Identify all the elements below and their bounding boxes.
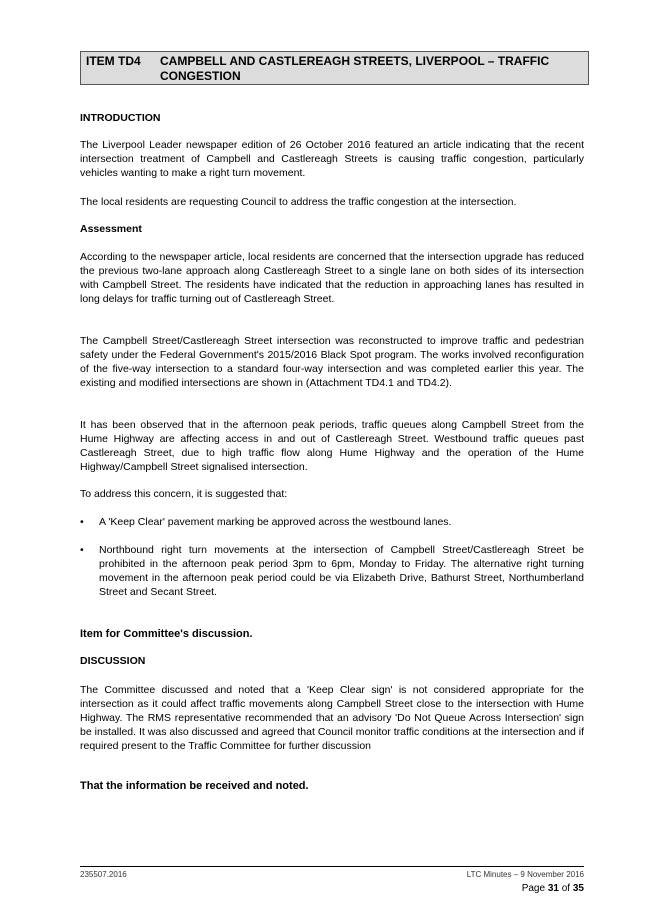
item-title: CAMPBELL AND CASTLEREAGH STREETS, LIVERPOOL – TRAFFIC CONGESTION xyxy=(160,54,550,83)
bullet-text: A 'Keep Clear' pavement marking be approved across the westbound lanes. xyxy=(99,516,452,528)
bullet-text: Northbound right turn movements at the intersection of Campbell Street/Castlereagh Street be prohibited in the afternoon peak period 3pm to 6pm, Monday to Friday. The alternative right turning movement in the afternoon peak period could be via Elizabeth Drive, Bathurst Street, Northumberland Street and Secant Street. xyxy=(99,544,584,598)
assessment-paragraph-2: The Campbell Street/Castlereagh Street intersection was reconstructed to improve traffic and pedestrian safety under the Federal Government's 2015/2016 Black Spot program. The works involved reconfiguration of the five-way intersection to a standard four-way intersection and was completed earlier this year. The existing and modified intersections are shown in (Attachment TD4.1 and TD4.2). xyxy=(80,335,584,389)
page-current: 31 xyxy=(547,883,559,894)
discussion-paragraph: The Committee discussed and noted that a 'Keep Clear sign' is not considered appropriate for the intersection as it could affect traffic movements along Campbell Street close to the intersection with Hume Highway. The RMS representative recommended that an advisory 'Do Not Queue Across Intersection' sign be installed. It was also discussed and agreed that Council monitor traffic conditions at the intersection and if required present to the Traffic Committee for further discussion xyxy=(80,684,584,752)
footer-doc-title: LTC Minutes – 9 November 2016 xyxy=(466,870,584,879)
introduction-paragraph-1: The Liverpool Leader newspaper edition of 26 October 2016 featured an article indicating that the recent intersection treatment of Campbell and Castlereagh Streets is causing traffic congestion, particularly vehicles wanting to make a right turn movement. xyxy=(80,139,584,179)
introduction-paragraph-2: The local residents are requesting Council to address the traffic congestion at the intersection. xyxy=(80,196,517,208)
footer-doc-number: 235507.2016 xyxy=(80,870,127,879)
bullet-icon: • xyxy=(80,516,84,528)
page-total: 35 xyxy=(572,883,584,894)
bullet-icon: • xyxy=(80,544,84,556)
assessment-heading: Assessment xyxy=(80,223,142,235)
assessment-paragraph-4: To address this concern, it is suggested that: xyxy=(80,488,288,500)
item-code: ITEM TD4 xyxy=(86,54,141,68)
page-of: of xyxy=(561,883,571,894)
assessment-paragraph-1: According to the newspaper article, local residents are concerned that the intersection upgrade has reduced the previous two-lane approach along Castlereagh Street to a single lane on both sides of its intersection with Campbell Street. The residents have indicated that the reduction in approaching lanes has resulted in long delays for traffic turning out of Castlereagh Street. xyxy=(80,251,584,305)
page-word: Page xyxy=(521,883,546,894)
footer-divider xyxy=(80,866,584,867)
item-header-box xyxy=(80,51,589,85)
assessment-paragraph-3: It has been observed that in the afternoon peak periods, traffic queues along Campbell Street from the Hume Highway are affecting access in and out of Castlereagh Street. Westbound traffic queues past Castlereagh Street, due to high traffic flow along Hume Highway and the operation of the Hume Highway/Campbell Street signalised intersection. xyxy=(80,419,584,473)
introduction-heading: INTRODUCTION xyxy=(80,112,161,124)
resolution-text: That the information be received and noted. xyxy=(80,780,309,792)
discussion-heading: DISCUSSION xyxy=(80,655,146,667)
committee-item-label: Item for Committee's discussion. xyxy=(80,628,253,640)
page-number xyxy=(380,883,584,894)
